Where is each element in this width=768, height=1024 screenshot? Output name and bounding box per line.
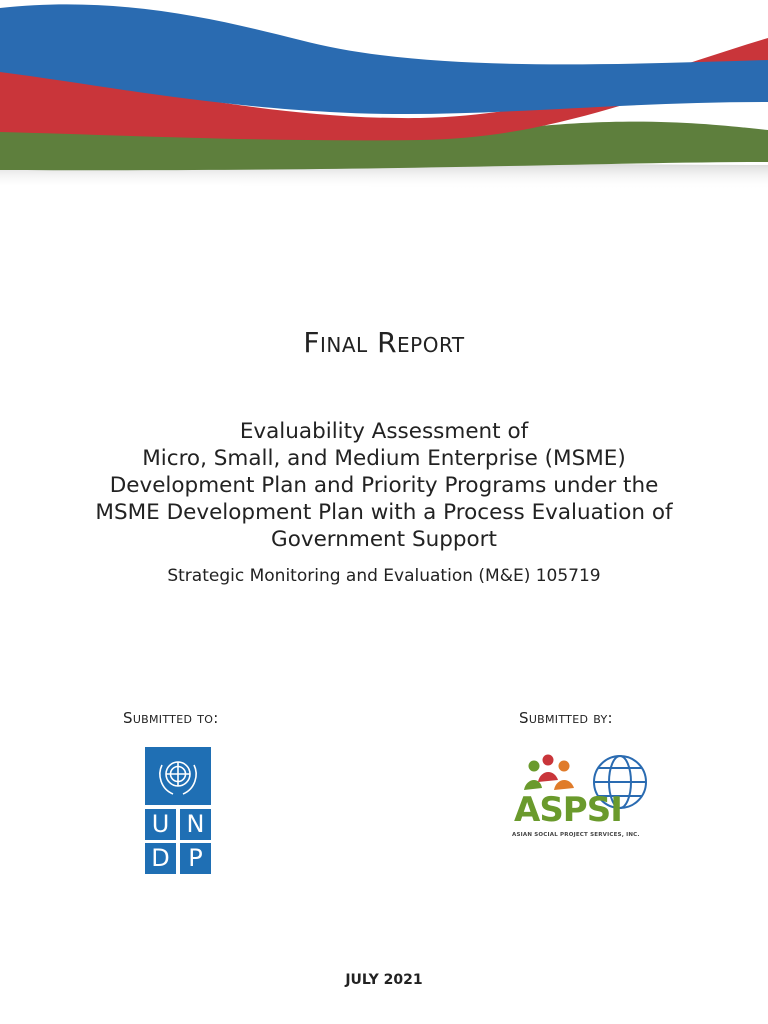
- un-emblem-icon: [145, 747, 211, 805]
- aspsi-logo: [508, 752, 658, 844]
- report-subtitle: Strategic Monitoring and Evaluation (M&E) 105719: [167, 566, 601, 586]
- undp-letter: P: [180, 843, 211, 874]
- report-heading: Final Report: [303, 326, 465, 359]
- undp-letter: U: [145, 809, 176, 840]
- undp-letter: D: [145, 843, 176, 874]
- submitted-by-label: Submitted by:: [519, 709, 613, 727]
- header-wave-banner: [0, 0, 768, 190]
- title-line: Micro, Small, and Medium Enterprise (MSME): [142, 446, 626, 471]
- title-line: Government Support: [271, 527, 497, 552]
- aspsi-wordmark: ASPSI: [514, 790, 622, 830]
- title-line: Development Plan and Priority Programs under the: [109, 473, 659, 498]
- report-title: [0, 418, 768, 553]
- report-date: JULY 2021: [345, 972, 423, 988]
- submitted-to-label: Submitted to:: [123, 709, 219, 727]
- aspsi-tagline: ASIAN SOCIAL PROJECT SERVICES, INC.: [512, 832, 640, 838]
- undp-letter: N: [180, 809, 211, 840]
- title-line: MSME Development Plan with a Process Evaluation of: [95, 500, 673, 525]
- title-line: Evaluability Assessment of: [239, 419, 529, 444]
- undp-logo: [145, 747, 211, 871]
